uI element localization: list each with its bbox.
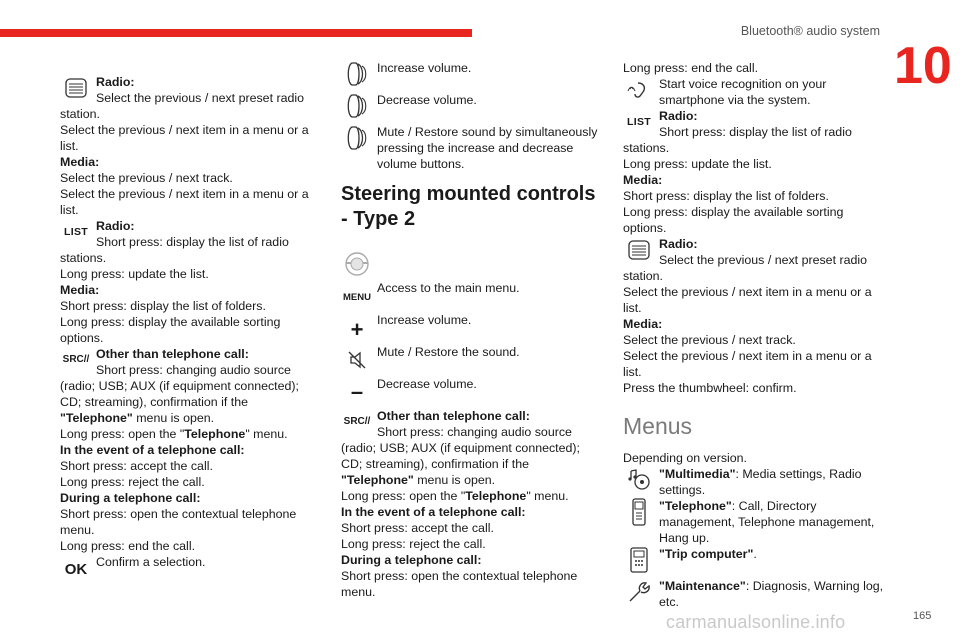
increase-volume-text: Increase volume. [377, 313, 472, 327]
telephone-icon [623, 500, 655, 524]
header-accent-bar [0, 29, 472, 37]
media-text: Short press: display the list of folders. [623, 189, 829, 203]
ok-entry [60, 554, 322, 586]
decrease-volume-entry [341, 92, 603, 124]
mute-entry-2 [341, 344, 603, 376]
media-text: Long press: display the available sorting options. [623, 205, 844, 235]
media-text: Select the previous / next track. [60, 171, 233, 185]
radio-text: Long press: update the list. [60, 267, 209, 281]
decrease-volume-text: Decrease volume. [377, 93, 477, 107]
trip-entry [623, 546, 888, 578]
wrench-icon [623, 580, 655, 604]
media-text: Select the previous / next item in a menu or a list. [623, 349, 872, 379]
event-call-text: Short press: accept the call. [341, 521, 494, 535]
column-1 [60, 60, 322, 586]
multimedia-icon [623, 468, 655, 492]
mute-text: Mute / Restore the sound. [377, 345, 520, 359]
during-call-text: Short press: open the contextual telephone menu. [341, 569, 578, 599]
volume-up-paddle-icon [341, 62, 373, 86]
increase-volume-text: Increase volume. [377, 61, 472, 75]
column-3 [623, 60, 888, 610]
decrease-volume-text: Decrease volume. [377, 377, 477, 391]
section-heading-type2: Steering mounted controls - Type 2 [341, 183, 596, 230]
depending-text: Depending on version. [623, 451, 747, 465]
event-call-text: Long press: reject the call. [341, 537, 486, 551]
other-than-call-label: Other than telephone call: [377, 409, 530, 423]
radio-label: Radio: [96, 75, 135, 89]
chapter-number: 10 [894, 37, 952, 95]
multimedia-entry [623, 466, 888, 498]
ok-text: Confirm a selection. [96, 555, 206, 569]
during-call-label: During a telephone call: [341, 553, 482, 567]
trip-computer-icon [623, 548, 655, 572]
event-call-text: Long press: reject the call. [60, 475, 205, 489]
during-call-label: During a telephone call: [60, 491, 201, 505]
media-label: Media: [60, 283, 100, 297]
src-icon: SRC // [343, 416, 371, 427]
long-press-text: Long press: open the "Telephone" menu. [60, 427, 288, 441]
column-2 [341, 60, 603, 600]
media-label: Media: [623, 173, 663, 187]
src-entry [60, 346, 322, 554]
steering-wheel-entry [341, 250, 603, 280]
maintenance-text: "Maintenance": Diagnosis, Warning log, etc. [659, 579, 884, 609]
radio-label: Radio: [659, 109, 698, 123]
during-call-text: Short press: open the contextual telephone menu. [60, 507, 297, 537]
radio-text: Select the previous / next preset radio station. [60, 91, 305, 121]
telephone-entry [623, 498, 888, 546]
voice-recognition-icon [623, 78, 655, 102]
watermark: carmanualsonline.info [666, 612, 846, 632]
radio-label: Radio: [659, 237, 698, 251]
mute-icon [341, 348, 373, 372]
media-text: Long press: display the available sorting options. [60, 315, 281, 345]
menu-icon: MENU [343, 292, 371, 303]
increase-volume-entry [341, 60, 603, 92]
list-entry-3 [623, 108, 888, 236]
src-entry-2 [341, 408, 603, 600]
menu-text: Access to the main menu. [377, 281, 520, 295]
mute-text: Mute / Restore sound by simultaneously pressing the increase and decrease volume buttons. [377, 125, 598, 171]
event-call-label: In the event of a telephone call: [60, 443, 245, 457]
thumbwheel-icon [623, 238, 655, 262]
menus-heading: Menus [623, 413, 693, 439]
src-text: Short press: changing audio source (radio; USB; AUX (if equipment connected); CD; streaming), confirmation if the "Telephone" menu is open. [60, 363, 299, 425]
radio-text: Long press: update the list. [623, 157, 772, 171]
during-call-text: Long press: end the call. [60, 539, 196, 553]
telephone-text: "Telephone": Call, Directory management, Telephone management, Hang up. [659, 499, 875, 545]
voice-entry [623, 76, 888, 108]
media-label: Media: [60, 155, 100, 169]
trip-computer-text: "Trip computer". [659, 547, 757, 561]
list-icon: LIST [627, 116, 651, 128]
media-text: Select the previous / next track. [623, 333, 796, 347]
media-text: Select the previous / next item in a menu or a list. [60, 187, 309, 217]
steering-wheel-icon [341, 252, 373, 276]
long-press-text: Long press: open the "Telephone" menu. [341, 489, 569, 503]
increase-volume-entry-2 [341, 312, 603, 344]
thumbwheel-entry-3 [623, 236, 888, 396]
header-title: Bluetooth® audio system [740, 24, 880, 38]
list-entry [60, 218, 322, 346]
media-text: Press the thumbwheel: confirm. [623, 381, 797, 395]
decrease-volume-entry-2 [341, 376, 603, 408]
multimedia-text: "Multimedia": Media settings, Radio settings. [659, 467, 862, 497]
media-text: Short press: display the list of folders. [60, 299, 266, 313]
event-call-text: Short press: accept the call. [60, 459, 213, 473]
end-call-text: Long press: end the call. [623, 61, 759, 75]
radio-text: Select the previous / next preset radio station. [623, 253, 868, 283]
thumbwheel-entry [60, 74, 322, 218]
src-text: Short press: changing audio source (radio; USB; AUX (if equipment connected); CD; streaming), confirmation if the "Telephone" menu is open. [341, 425, 580, 487]
mute-entry [341, 124, 603, 172]
page-number: 165 [913, 610, 932, 622]
menu-entry [341, 280, 603, 312]
thumbwheel-icon [60, 76, 92, 100]
voice-text: Start voice recognition on your smartphone via the system. [659, 77, 827, 107]
list-icon: LIST [64, 226, 88, 238]
radio-text: Select the previous / next item in a menu or a list. [60, 123, 309, 153]
minus-icon: – [350, 379, 364, 404]
maintenance-entry [623, 578, 888, 610]
volume-down-paddle-icon [341, 94, 373, 118]
ok-icon: OK [64, 561, 88, 578]
radio-text: Short press: display the list of radio stations. [60, 235, 289, 265]
plus-icon: + [350, 317, 364, 342]
media-label: Media: [623, 317, 663, 331]
other-than-call-label: Other than telephone call: [96, 347, 249, 361]
event-call-label: In the event of a telephone call: [341, 505, 526, 519]
radio-label: Radio: [96, 219, 135, 233]
src-icon: SRC // [62, 354, 90, 365]
radio-text: Short press: display the list of radio stations. [623, 125, 852, 155]
mute-paddle-icon [341, 126, 373, 150]
radio-text: Select the previous / next item in a menu or a list. [623, 285, 872, 315]
